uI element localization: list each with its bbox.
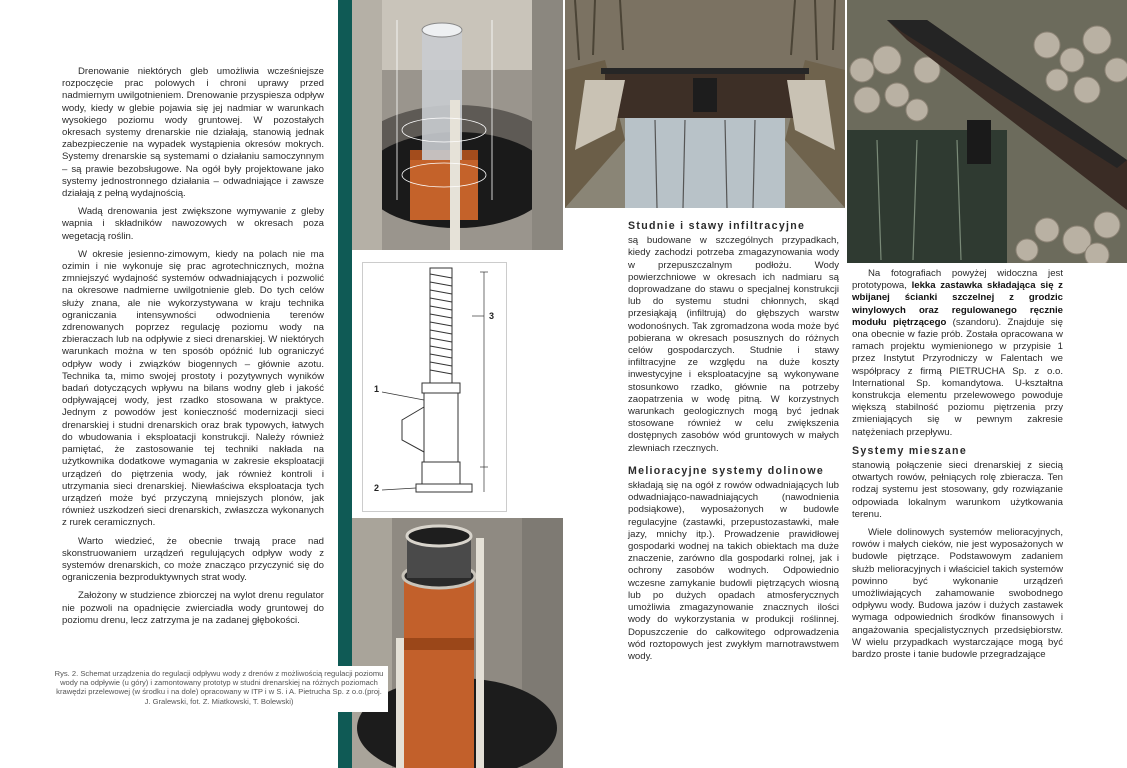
right-text-column: [852, 268, 1063, 667]
middle-text-column: [628, 214, 839, 669]
left-paragraph-5: Założony w studzience zbiorczej na wylot drenu regulator nie pozwoli na opadnięcie zwierciadła wody gruntowej do poziomu drenu, lecz zatrzyma je na zadanej głębokości.: [62, 590, 324, 626]
regulator-diagram: [362, 262, 507, 512]
sheet-pile-weir-photo: [847, 0, 1127, 263]
left-paragraph-4: Warto wiedzieć, że obecnie trwają prace nad skonstruowaniem urządzeń regulujących odpływ wody z systemów drenarskich, co może znacząco przyczynić się do ograniczenia bezproduktywnych strat wody.: [62, 535, 324, 584]
valley-systems-paragraph: składają się na ogół z rowów odwadniających lub odwadniająco-nawadniających (nawodnienia podsiąkowe), wyposażonych w budowle regulacyjne (zastawki, przepustozastawki, małe jazy, mnichy itp.). Prowadzenie prawidłowej gospodarki wodnej na takich obiektach ma duże znaczenie, zarówno dla gospodarki rolnej, jak i ochrony zasobów wodnych. Odpowiednio wczesne zamykanie budowli piętrzących wiosną lub po dużych opadach atmosferycznych umożliwia zmagazynowanie znacznych ilości wody do wykorzystania w produkcji roślinnej. Dopuszczenie do całkowitego odprowadzenia wód roztopowych jest zwykłym marnotrawstwem wody.: [628, 480, 839, 662]
right-paragraph-1-bold: lekka zastawka składająca się z wbijanej ścianki szczelnej z grodzic winylowych oraz regulowanego ręcznie modułu piętrzącego: [852, 280, 1063, 328]
heading-infiltration-wells: Studnie i stawy infiltracyjne: [628, 220, 806, 232]
mixed-systems-paragraph: stanowią połączenie sieci drenarskiej z siecią otwartych rowów, pełniących rolę zbieracza. Ten rodzaj systemu jest stosowany, gdy rozwiązanie odpowiada lokalnym warunkom użytkowania terenu.: [852, 460, 1063, 520]
diagram-label-2: 2: [374, 483, 380, 493]
right-paragraph-1: [852, 268, 1063, 439]
diagram-label-1: 1: [374, 384, 380, 394]
right-paragraph-1-start: Na fotografiach powyżej widoczna jest prototypowa,: [852, 268, 1063, 292]
right-paragraph-3: Wiele dolinowych systemów melioracyjnych, rowów i małych cieków, nie jest wyposażonych w budowle piętrzące. Podstawowym zadaniem służb melioracyjnych i właściciel takich systemów powinno być wykonanie urządzeń umożliwiających zahamowanie swobodnego odpływu wody. Budowa jazów i dużych zastawek wymaga odpowiednich środków finansowych i angażowania specjalistycznych przedsiębiorstw. W wielu przypadkach wystarczające mogą być bardzo proste i tanie budowle przegradzające: [852, 527, 1063, 661]
right-paragraph-1-end: (szandoru). Znajduje się ona obecnie w fazie prób. Została opracowana w ramach projektu wymienionego w przypisie 1 przez Instytut Przyrodniczy w Falentach we współpracy z firmą PIETRUCHA Sp. z o.o. International Sp. komandytowa. U-kształtna konstrukcja elementu przelewowego powoduje większą stabilność poziomu piętrzenia przy zmieniających się w pewnym zakresie natężeniach przepływu.: [852, 316, 1063, 438]
figure-caption: Rys. 2. Schemat urządzenia do regulacji odpływu wody z drenów z możliwością regulacji poziomu wody na odpływie (u góry) i zamontowany prototyp w studni drenarskiej na różnych poziomach krawędzi przelewowej (w środku i na dole) opracowany w ITP i w S. i A. Pietrucha Sp. z o.o.(proj. J. Gralewski, fot. Z. Miatkowski, T. Bolewski): [50, 666, 388, 712]
left-paragraph-2: Wadą drenowania jest zwiększone wymywanie z gleby wapnia i składników nawozowych w okresach poza wegetacją roślin.: [62, 206, 324, 242]
heading-valley-systems: Melioracyjne systemy dolinowe: [628, 464, 825, 477]
ditch-weir-photo: [565, 0, 845, 208]
infiltration-paragraph: są budowane w szczególnych przypadkach, kiedy zachodzi potrzeba zmagazynowania wody w przepuszczalnym podłożu. Wody powierzchniowe w okresach ich nadmiaru są doprowadzane do stawu o specjalnej konstrukcji lub do systemu studni chłonnych, skąd przesiąkają (infiltrują) do głębszych warstw wodonośnych. Tak zgromadzona woda może być pobierana w okresach posusznych do różnych celów gospodarczych. Studnie i stawy infiltracyjne ze względu na duże koszty inwestycyjne i eksploatacyjne są wykonywane stosunkowo rzadko, głównie na potrzeby zaopatrzenia w wodę pitną. W korzystnych warunkach geologicznych mogą być jednak stosowane również w celu zwiększenia dostępnych zasobów wód gruntowych w małych zlewniach rzecznych.: [628, 235, 839, 454]
well-photo-top: [352, 0, 563, 250]
left-page: [0, 0, 338, 768]
left-paragraph-3: W okresie jesienno-zimowym, kiedy na polach nie ma ozimin i nie wykonuje się prac agrotechnicznych, można zmniejszyć wydajność systemów odwadniających i pozwolić na okresowe nadmierne uwilgotnienie gleb. Do tych celów służy znana, ale nie wykorzystywana w kraju technika ograniczania intensywności odwodnienia terenów zdrenowanych poprzez regulację poziomu wody na zbieraczach lub na odpływie z sieci drenarskiej. W niektórych warunkach można w ten sposób opóźnić lub ograniczyć odpływ wody i związków biogennych – głównie azotu. Technika ta, mimo swojej prostoty i pozytywnych wyników badań dotyczących wpływu na bilans wodny gleb i jakość odpływającej wody, jest rzadko stosowana w praktyce. Jednym z powodów jest konieczność modernizacji sieci drenarskiej i studni drenarskich oraz brak typowych, łatwych do wbudowania i eksploatacji konstrukcji. Należy również pamiętać, że zastosowanie tej techniki nakłada na użytkownika dodatkowe wymagania w zakresie eksploatacji urządzeń do piętrzenia wody, jak również kontroli i utrzymania sieci drenarskiej. Niewłaściwa eksploatacja tych urządzeń może być przyczyną mniejszych plonów, jak również uszkodzeń sieci drenarskich, zwłaszcza wykonanych z rurek ceramicznych.: [62, 248, 324, 529]
page-spine: [338, 0, 352, 768]
diagram-label-3: 3: [489, 311, 495, 321]
left-text-column: [62, 66, 324, 633]
heading-mixed-systems: Systemy mieszane: [852, 444, 968, 457]
left-paragraph-1: Drenowanie niektórych gleb umożliwia wcześniejsze rozpoczęcie prac polowych i chroni uprawy przed nadmiernym uwilgotnieniem. Drenowanie przyspiesza odpływ wody, kiedy w glebie pojawia się jej nadmiar w warunkach wysokiego poziomu wody gruntowej. W pozostałych okresach systemy drenarskie nie działają, stanowią jednak zabezpieczenie na wypadek wystąpienia okresów mokrych. Systemy drenarskie są systemami o działaniu samoczynnym – są prawie bezobsługowe. Na ogół były projektowane jako systemy jednostronnego działania – odwadniające i zawsze działają z pełną wydajnością.: [62, 66, 324, 200]
well-photo-bottom: [352, 518, 563, 768]
